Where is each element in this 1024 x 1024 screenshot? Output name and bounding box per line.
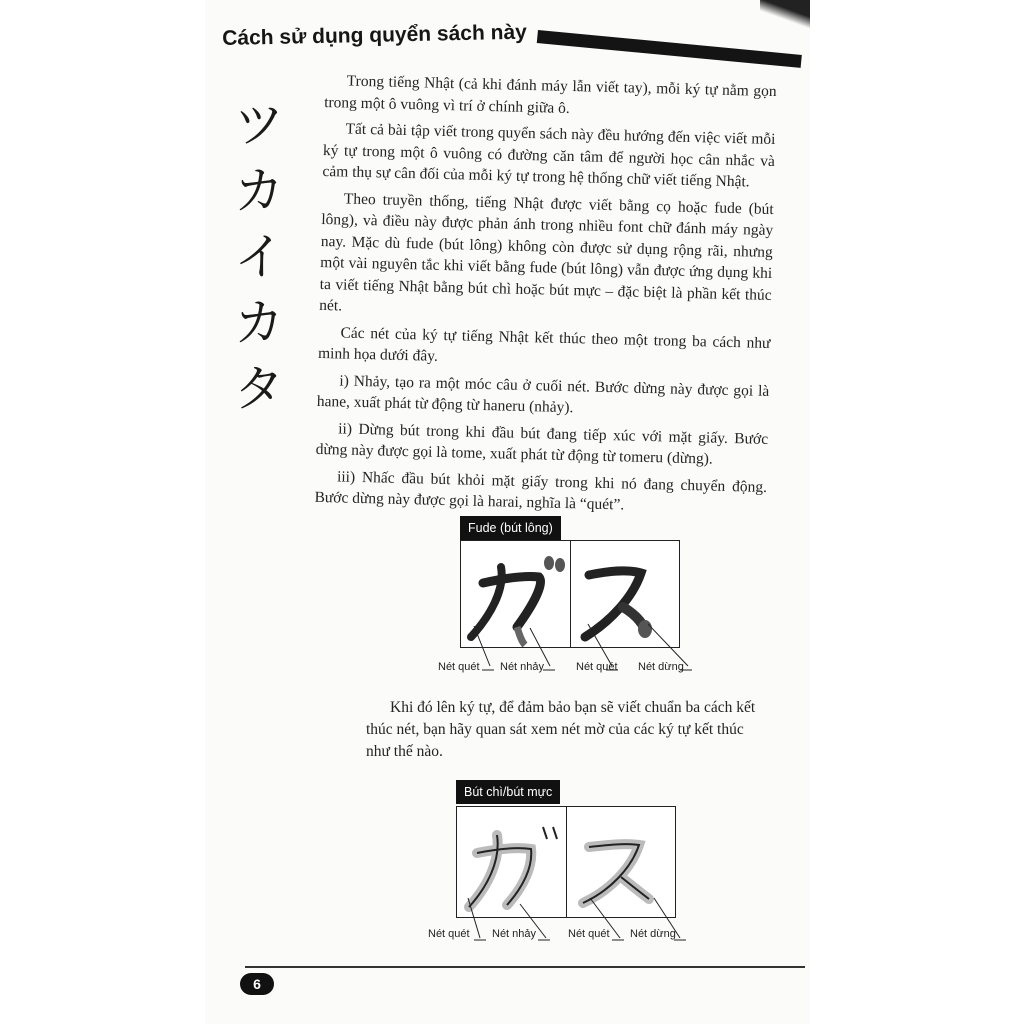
paragraph-item-harai: iii) Nhấc đầu bút khỏi mặt giấy trong khi nó đang chuyển động. Bước dừng này được gọi là harai, nghĩa là “quét”. — [314, 467, 768, 514]
paragraph: Các nét của ký tự tiếng Nhật kết thúc theo một trong ba cách như minh họa dưới đây. — [317, 323, 771, 365]
paragraph: Theo truyền thống, tiếng Nhật được viết bằng cọ hoặc fude (bút lông), và điều này được phản ánh trong nhiều font chữ đánh máy ngày nay. Mặc dù fude (bút lông) không còn được sử dụng rộng rãi, nhưng một vài nguyên tắc khi viết bằng fude (bút lông) vẫn được ứng dụng khi ta viết tiếng Nhật bằng bút chì hoặc bút mực – đặc biệt là phần kết thúc nét. — [319, 190, 774, 315]
kana-character: タ — [234, 360, 284, 418]
caption-net-nhay: Nét nhảy — [492, 928, 537, 940]
figure-label: Bút chì/bút mực — [456, 780, 560, 804]
paragraph: Tất cả bài tập viết trong quyển sách này đều hướng đến việc viết mỗi ký tự trong một ô vuông có đường căn tâm để người học cân nhắc và cảm thụ sự cân đối của mỗi ký tự trong hệ thống chữ viết tiếng Nhật. — [322, 120, 776, 191]
caption-net-quet: Nét quét — [428, 928, 470, 940]
instruction-paragraph — [366, 697, 770, 763]
page-corner-shadow — [760, 0, 810, 30]
paragraph-item-hane: i) Nhảy, tạo ra một móc câu ở cuối nét. Bước dừng này được gọi là hane, xuất phát từ động từ haneru (nhảy). — [316, 371, 770, 417]
figure-pencil — [424, 780, 694, 950]
figure-label: Fude (bút lông) — [460, 516, 561, 540]
caption-net-quet: Nét quét — [568, 928, 610, 940]
paragraph-item-tome: ii) Dừng bút trong khi đầu bút đang tiếp xúc với mặt giấy. Bước dừng này được gọi là tome, xuất phát từ động từ tomeru (dừng). — [315, 419, 769, 468]
caption-net-dung: Nét dừng — [630, 928, 676, 940]
kana-character: カ — [234, 294, 284, 352]
kana-character: カ — [234, 162, 284, 220]
page-number: 6 — [240, 973, 274, 995]
caption-net-dung: Nét dừng — [638, 661, 684, 673]
caption-net-nhay: Nét nhảy — [500, 661, 545, 673]
footer-rule — [245, 966, 805, 968]
caption-net-quet: Nét quét — [438, 661, 480, 673]
kana-character: ツ — [234, 96, 284, 154]
body-text — [314, 70, 777, 524]
caption-net-quet: Nét quét — [576, 661, 618, 673]
paragraph: Khi đó lên ký tự, để đảm bảo bạn sẽ viết chuẩn ba cách kết thúc nét, bạn hãy quan sát xem nét mờ của các ký tự kết thúc như thế nào. — [366, 699, 756, 760]
figure-leader-lines — [460, 516, 700, 678]
katakana-column — [224, 92, 294, 422]
figure-brush — [438, 516, 700, 678]
page-title: Cách sử dụng quyển sách này — [222, 20, 528, 50]
kana-character: イ — [234, 228, 284, 286]
figure-leader-lines — [424, 780, 694, 950]
paragraph: Trong tiếng Nhật (cả khi đánh máy lẫn viết tay), mỗi ký tự nằm gọn trong một ô vuông vì trí ở chính giữa ô. — [324, 72, 777, 117]
